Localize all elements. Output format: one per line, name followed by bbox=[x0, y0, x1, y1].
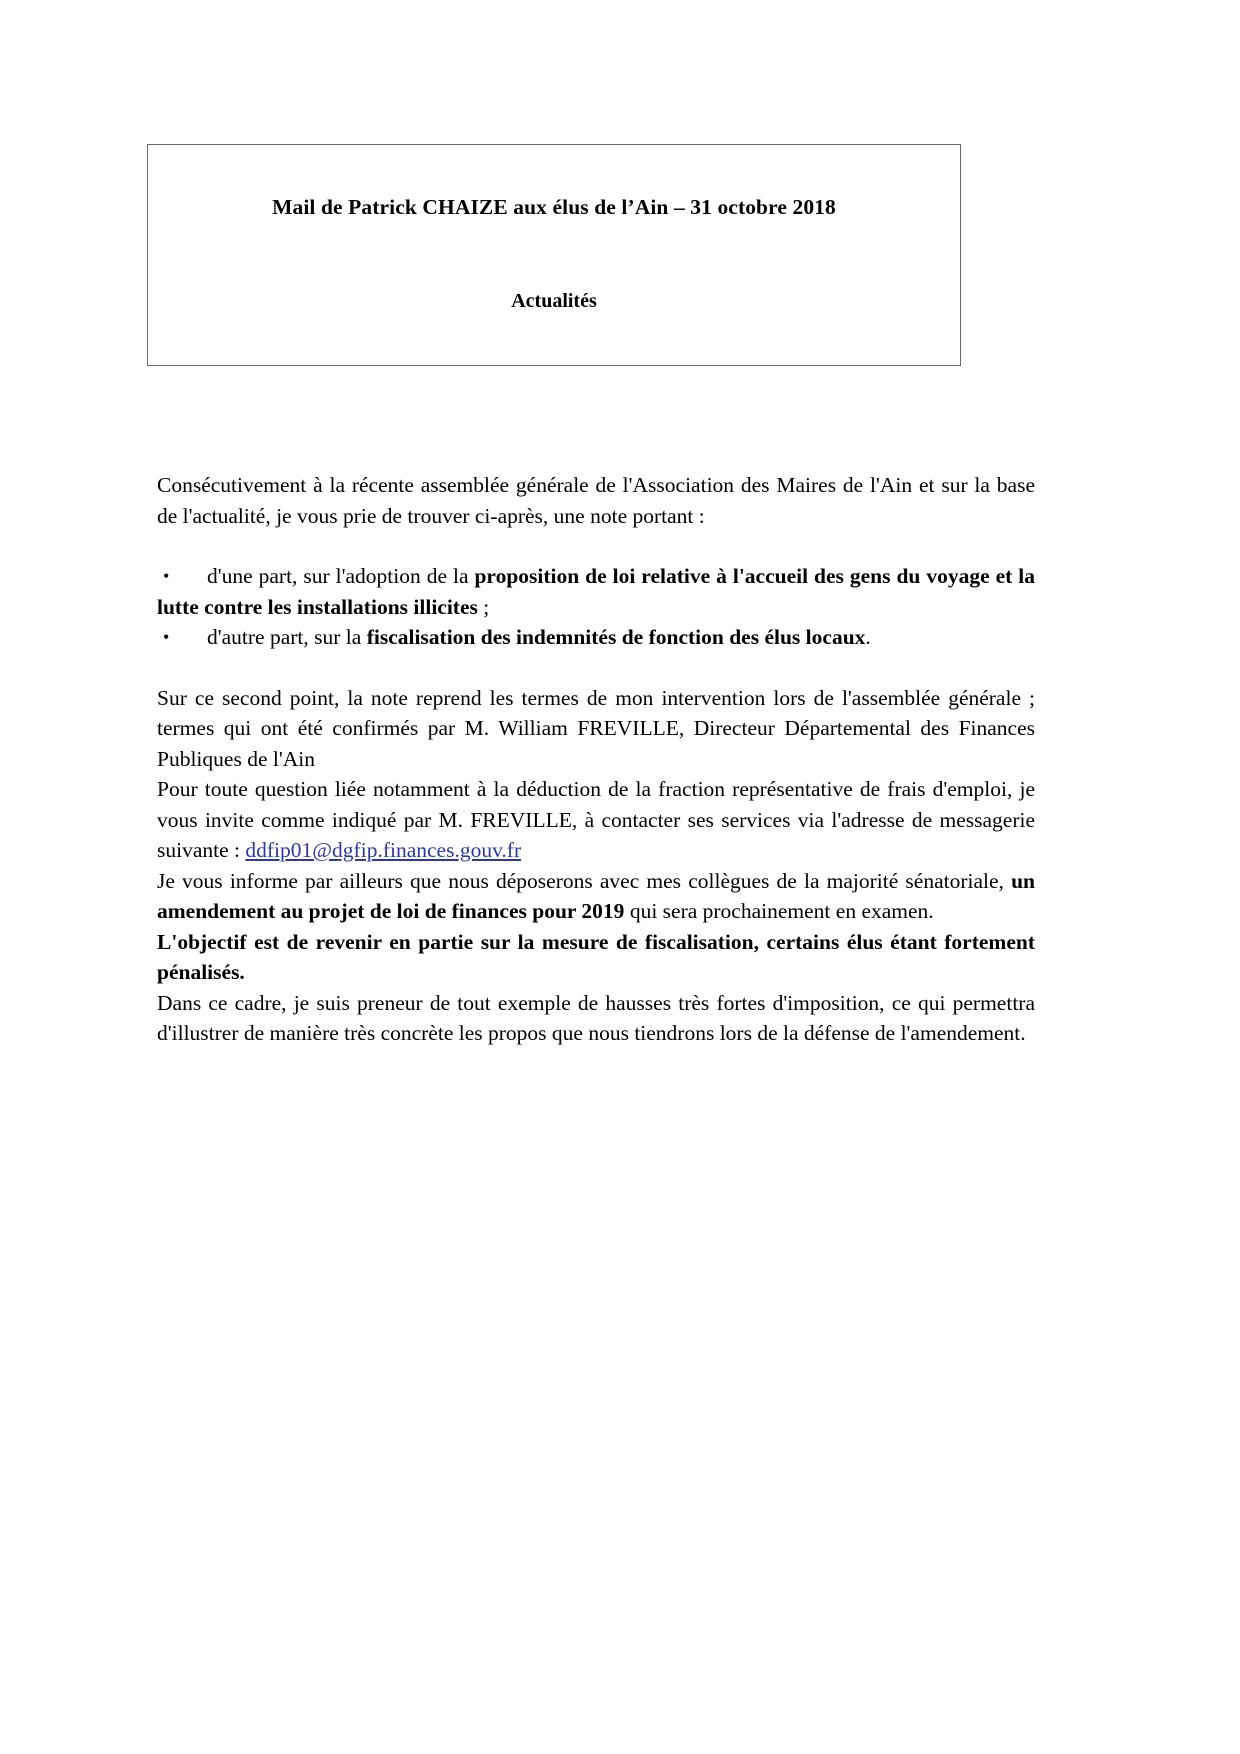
paragraph-amendment bbox=[157, 866, 1035, 927]
bullet-lead-text: d'autre part, sur la bbox=[207, 625, 367, 649]
bullet-tail-text: ; bbox=[477, 594, 490, 619]
bullet-marker-icon: • bbox=[163, 566, 170, 586]
bullet-lead-text: d'une part, sur l'adoption de la bbox=[207, 564, 475, 588]
paragraph-amendment-lead: Je vous informe par ailleurs que nous déposerons avec mes collègues de la majorité sénatoriale, bbox=[157, 868, 1012, 893]
list-item bbox=[157, 561, 1035, 622]
email-link[interactable]: ddfip01@dgfip.finances.gouv.fr bbox=[245, 838, 522, 862]
header-subtitle: Actualités bbox=[511, 290, 597, 312]
paragraph-contact bbox=[157, 774, 1035, 866]
bullet-list bbox=[157, 561, 1035, 653]
bullet-tail-text: . bbox=[865, 625, 871, 649]
document-body bbox=[157, 470, 1035, 1049]
bullet-marker-icon: • bbox=[163, 627, 170, 647]
paragraph-contact-text: Pour toute question liée notamment à la déduction de la fraction représentative de frais d'emploi, je vous invite comme indiqué par M. FREVILLE, à contacter ses services via l'adresse de messagerie suivante : bbox=[157, 777, 1035, 862]
intro-paragraph: Consécutivement à la récente assemblée générale de l'Association des Maires de l'Ain et sur la base de l'actualité, je vous prie de trouver ci-après, une note portant : bbox=[157, 473, 1035, 528]
spacer bbox=[157, 653, 1035, 683]
header-box bbox=[147, 144, 961, 366]
paragraph-closing: Dans ce cadre, je suis preneur de tout exemple de hausses très fortes d'imposition, ce qui permettra d'illustrer de manière très concrète les propos que nous tiendrons lors de la défense de l'amendement. bbox=[157, 990, 1035, 1045]
paragraph-objective-bold: L'objectif est de revenir en partie sur la mesure de fiscalisation, certains élus étant fortement pénalisés. bbox=[157, 929, 1035, 984]
paragraph-second-point: Sur ce second point, la note reprend les termes de mon intervention lors de l'assemblée générale ; termes qui ont été confirmés par M. William FREVILLE, Directeur Départemental des Finances Publiques de l'Ain bbox=[157, 685, 1035, 771]
paragraph-amendment-tail: qui sera prochainement en examen. bbox=[624, 899, 934, 923]
bullet-bold-text: fiscalisation des indemnités de fonction des élus locaux bbox=[366, 625, 866, 649]
page-title: Mail de Patrick CHAIZE aux élus de l’Ain – 31 octobre 2018 bbox=[272, 195, 836, 219]
spacer bbox=[157, 531, 1035, 561]
paragraph-amendment-bold: un amendement au projet de loi de finances pour 2019 bbox=[157, 868, 1035, 923]
paragraph-objective bbox=[157, 927, 1035, 988]
list-item bbox=[157, 622, 1035, 653]
bullet-bold-text: proposition de loi relative à l'accueil des gens du voyage et la lutte contre les installations illicites bbox=[157, 564, 1035, 619]
